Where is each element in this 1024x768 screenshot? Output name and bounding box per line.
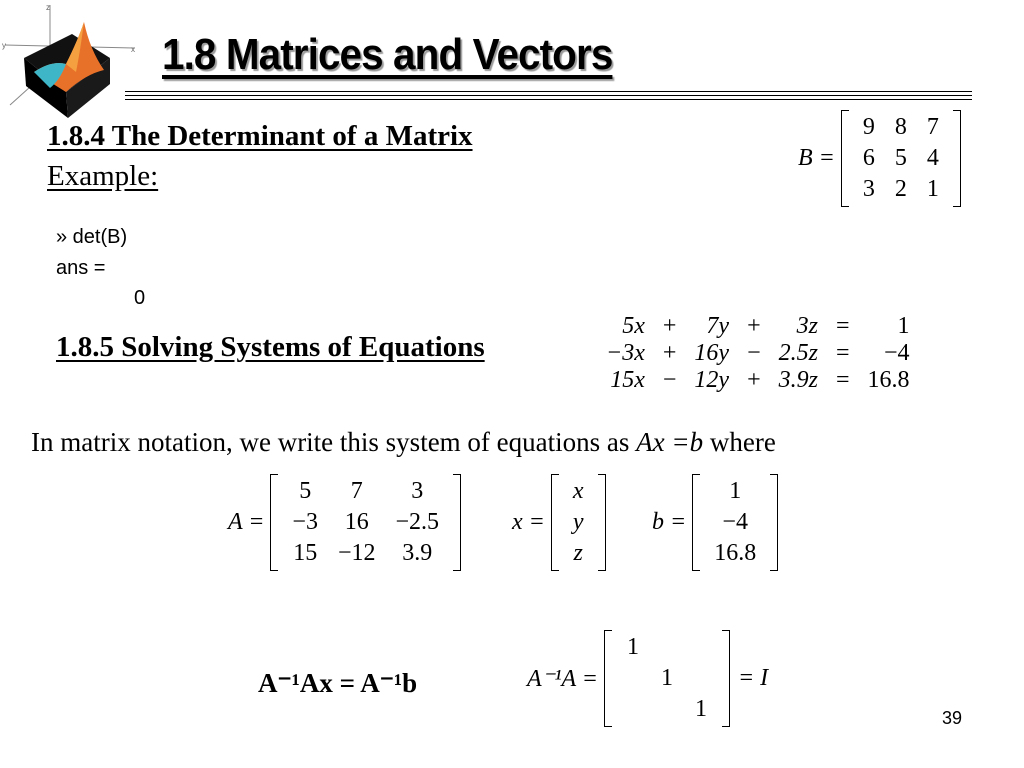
eq-operator: = — [835, 367, 850, 393]
matrix-a-cell: 7 — [350, 478, 363, 504]
svg-text:y: y — [2, 41, 6, 50]
eq-operator: + — [662, 340, 677, 366]
vector-x-grid — [551, 474, 606, 571]
eq-operator: + — [747, 313, 761, 339]
matrix-a-label: A = — [228, 509, 265, 535]
matrix-a-cell: 15 — [293, 540, 318, 566]
vector-b-cell: 1 — [729, 478, 742, 504]
title-rule-bottom — [125, 99, 972, 100]
slide-title: 1.8 Matrices and Vectors — [162, 30, 613, 79]
matrix-a — [228, 474, 461, 571]
matrix-b-grid — [841, 110, 961, 207]
identity-cell: 1 — [660, 665, 673, 691]
matlab-logo — [0, 0, 145, 118]
matrix-b-label: B = — [798, 145, 835, 171]
matrix-a-cell: −3 — [292, 509, 318, 535]
vector-x-label: x = — [512, 509, 545, 535]
eq-operator: + — [662, 313, 677, 339]
example-label: Example: — [47, 160, 159, 192]
eq-term: 2.5z — [778, 340, 818, 366]
equation-system — [600, 313, 916, 394]
matrix-b-cell: 7 — [926, 114, 939, 140]
matrix-b — [798, 110, 961, 207]
eq-rhs: 1 — [897, 313, 910, 339]
vector-b-grid — [692, 474, 778, 571]
matrix-b-cell: 2 — [894, 176, 907, 202]
notation-expression: Ax =b — [636, 427, 704, 457]
matrix-b-cell: 6 — [862, 145, 875, 171]
title-rule-middle — [125, 95, 972, 96]
identity-lhs: A⁻¹A = — [527, 666, 598, 692]
matrix-a-cell: 3.9 — [402, 540, 433, 566]
svg-text:z: z — [46, 3, 50, 12]
vector-b — [652, 474, 778, 571]
matrix-b-cell: 9 — [862, 114, 875, 140]
matrix-b-cell: 1 — [926, 176, 939, 202]
eq-term: 3.9z — [778, 367, 818, 393]
identity-cell: 1 — [694, 696, 707, 722]
eq-operator: = — [835, 340, 850, 366]
matrix-a-cell: 5 — [299, 478, 312, 504]
matrix-a-cell: 16 — [344, 509, 369, 535]
svg-text:x: x — [131, 45, 135, 54]
matrix-b-cell: 5 — [894, 145, 907, 171]
matrix-a-grid — [270, 474, 461, 571]
matrix-a-cell: 3 — [411, 478, 424, 504]
page-number: 39 — [942, 708, 963, 728]
identity-rhs: = I — [737, 665, 769, 691]
inverse-equation: A⁻¹Ax = A⁻¹b — [258, 668, 418, 698]
matlab-membrane-logo-icon — [0, 0, 145, 118]
vector-b-cell: −4 — [722, 509, 748, 535]
eq-term: 12y — [694, 367, 730, 393]
eq-operator: − — [662, 367, 677, 393]
matrix-b-cell: 4 — [926, 145, 939, 171]
vector-x-cell: y — [572, 509, 584, 535]
systems-heading: 1.8.5 Solving Systems of Equations — [56, 331, 485, 363]
eq-term: 3z — [796, 313, 818, 339]
equation-row — [600, 340, 916, 367]
eq-operator: = — [835, 313, 850, 339]
eq-term: −3x — [606, 340, 645, 366]
matrix-b-cell: 8 — [894, 114, 907, 140]
notation-where: where — [709, 427, 776, 457]
matrix-b-cell: 3 — [862, 176, 875, 202]
identity-matrix — [604, 630, 730, 727]
determinant-heading: 1.8.4 The Determinant of a Matrix — [47, 120, 473, 152]
vector-x — [512, 474, 606, 571]
identity-equation — [527, 630, 774, 727]
matrix-a-cell: −12 — [337, 540, 376, 566]
equation-row — [600, 313, 916, 340]
identity-cell: 1 — [626, 634, 639, 660]
matrix-notation-sentence — [31, 427, 776, 458]
vector-b-label: b = — [652, 509, 687, 535]
matrix-a-cell: −2.5 — [395, 509, 440, 535]
eq-term: 5x — [622, 313, 645, 339]
vector-x-cell: x — [572, 478, 584, 504]
eq-term: 7y — [706, 313, 730, 339]
eq-rhs: −4 — [883, 340, 910, 366]
title-rule-top — [125, 91, 972, 92]
code-result-value: 0 — [134, 287, 146, 309]
vector-b-cell: 16.8 — [714, 540, 757, 566]
eq-operator: + — [747, 367, 761, 393]
code-result-label: ans = — [56, 257, 106, 279]
code-prompt: » det(B) — [56, 226, 128, 248]
eq-rhs: 16.8 — [867, 367, 910, 393]
notation-text: In matrix notation, we write this system of equations as — [31, 427, 630, 457]
eq-term: 15x — [610, 367, 645, 393]
vector-x-cell: z — [573, 540, 583, 566]
equation-row — [600, 367, 916, 394]
eq-term: 16y — [694, 340, 730, 366]
eq-operator: − — [747, 340, 761, 366]
